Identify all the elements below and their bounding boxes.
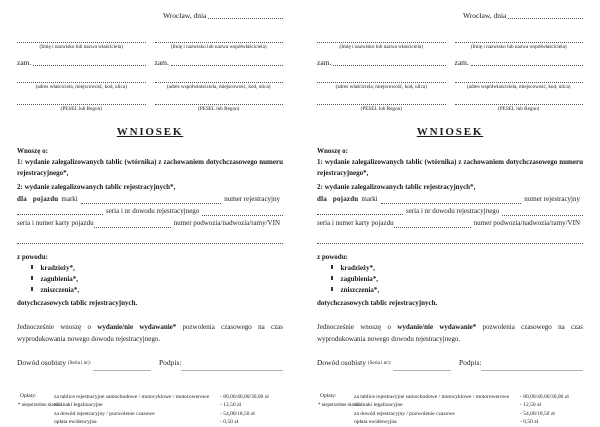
coowner-pesel-blank-line (155, 98, 284, 105)
date-blank-line (208, 11, 283, 19)
doc-series-blank-line (502, 205, 583, 216)
signature-section (17, 358, 283, 368)
id-series-caption: (Seria i nr): (67, 360, 92, 366)
fee-value: - 80,00/40,00/30,00 zł (220, 393, 269, 400)
reason-item-destruction (31, 286, 283, 294)
owner-zam-label: zam. (317, 58, 332, 68)
brand-blank-line (381, 193, 521, 204)
owner-pesel-blank-line (317, 98, 446, 105)
fee-label: opłata ewidencyjna (54, 419, 97, 426)
reason-item-destruction (331, 286, 583, 294)
reason-heading: z powodu: (317, 253, 348, 262)
for-vehicle-label: dla pojazdu (317, 195, 359, 204)
temp-permit-pre: Jednocześnie wnoszę o (317, 323, 398, 332)
city-date-line (163, 11, 283, 20)
bullet-icon (31, 276, 33, 280)
temp-permit-choice: wydanie/nie wydawanie* (97, 323, 177, 332)
owner-residence-blank-line (333, 58, 445, 66)
brand-blank-line (81, 193, 221, 204)
coowner-residence-blank-line (471, 58, 583, 66)
signature-blank-line (481, 370, 583, 371)
temp-permit-post: pozwolenia czasowego na czas wyprodukowania nowego dowodu rejestracyjnego. (317, 323, 584, 343)
reason-item-label: kradzieży*, (40, 263, 75, 272)
reason-item-label: zagubienia*, (40, 274, 79, 283)
brand-label: marki (361, 195, 378, 204)
reason-item-label: kradzieży*, (340, 263, 375, 272)
owner-address-blank-line (17, 76, 146, 83)
vin-label: numer podwozia/nadwozia/ramy/VIN (173, 219, 280, 228)
reason-item-theft (331, 264, 583, 272)
coowner-residence-line (155, 58, 284, 67)
request-intro: Wnoszę o: (17, 146, 48, 155)
reason-item-label: zniszczenia*, (40, 285, 80, 294)
fees-table (54, 393, 283, 427)
id-document-label: Dowód osobisty (317, 358, 366, 368)
coowner-name-blank-line (455, 36, 584, 43)
fee-value: - 0,50 zł (520, 419, 539, 426)
fee-value: - 80,00/40,00/30,00 zł (520, 393, 569, 400)
owner-pesel-caption: (PESEL lub Regon) (360, 105, 402, 112)
bullet-icon (331, 265, 333, 269)
fee-label: za znaki legalizacyjne (54, 402, 103, 409)
owner-address-caption: (adres właściciela, miejscowość, kod, ulica) (335, 83, 427, 90)
reason-heading: z powodu: (17, 253, 48, 262)
doc-series-label: seria i nr dowodu rejestracyjnego (106, 207, 200, 216)
applicant-columns (317, 36, 583, 113)
request-intro: Wnoszę o: (317, 146, 348, 155)
vehicle-section (317, 193, 583, 244)
fee-value: - 12,50 zł (520, 402, 541, 409)
reason-item-theft (31, 264, 283, 272)
fee-label: za znaki legalizacyjne (354, 402, 403, 409)
temp-permit-paragraph (17, 322, 283, 345)
for-vehicle-label: dla pojazdu (17, 195, 59, 204)
owner-name-blank-line (317, 36, 446, 43)
city-date-label: Wrocław, dnia (463, 11, 507, 20)
owner-address-caption: (adres właściciela, miejscowość, kod, ulica) (35, 83, 127, 90)
reason-item-loss (331, 275, 583, 283)
coowner-address-blank-line (455, 76, 584, 83)
signature-blank-line (181, 370, 283, 371)
bullet-icon (331, 276, 333, 280)
vehicle-card-line (317, 217, 583, 229)
vehicle-section (17, 193, 283, 244)
coowner-residence-line (455, 58, 584, 67)
fee-value: - 12,50 zł (220, 402, 241, 409)
reason-footer: dotychczasowych tablic rejestracyjnych. (17, 299, 138, 308)
temp-permit-pre: Jednocześnie wnoszę o (17, 323, 98, 332)
temp-permit-paragraph (317, 322, 583, 345)
vehicle-card-line (17, 217, 283, 229)
coowner-zam-label: zam. (154, 58, 169, 68)
owner-zam-label: zam. (17, 58, 32, 68)
coowner-name-blank-line (155, 36, 284, 43)
footnote: * niepotrzebne skreślić (18, 403, 63, 408)
reason-item-label: zagubienia*, (340, 274, 379, 283)
fee-label: za dowód rejestracyjny / pozwolenie czasowe (54, 410, 155, 417)
request-item-1: 1: wydanie zalegalizowanych tablic (wtórnika) z zachowaniem dotychczasowego numeru rejestracyjnego*, (317, 157, 583, 178)
registration-doc-line (317, 205, 583, 217)
vehicle-brand-line (17, 193, 283, 205)
coowner-address-caption: (adres współwłaściciela, miejscowość, kod, ulica) (466, 83, 571, 90)
footnote: * niepotrzebne skreślić (318, 403, 363, 408)
coowner-address-blank-line (155, 76, 284, 83)
signature-label: Podpis: (458, 358, 482, 368)
owner-residence-line (317, 58, 446, 67)
id-document-field (17, 358, 159, 368)
request-item-2: 2: wydanie zalegalizowanych tablic rejestracyjnych*, (317, 182, 476, 191)
owner-name-blank-line (17, 36, 146, 43)
coowner-residence-blank-line (171, 58, 283, 66)
bullet-icon (31, 287, 33, 291)
coowner-column (155, 36, 284, 113)
fees-table (354, 393, 583, 427)
fee-label: za dowód rejestracyjny / pozwolenie czasowe (354, 410, 455, 417)
vin-label: numer podwozia/nadwozia/ramy/VIN (473, 219, 580, 228)
wniosek-form-copy-1 (0, 0, 300, 424)
card-series-blank-line (394, 217, 471, 228)
date-blank-line (508, 11, 583, 19)
id-document-blank-line (93, 370, 151, 371)
doc-series-label: seria i nr dowodu rejestracyjnego (406, 207, 500, 216)
fees-section (317, 393, 583, 427)
temp-permit-post: pozwolenia czasowego na czas wyprodukowania nowego dowodu rejestracyjnego. (17, 323, 284, 343)
fee-value: - 54,00/18,50 zł (520, 410, 555, 417)
signature-field (159, 358, 283, 368)
request-item-1: 1: wydanie zalegalizowanych tablic (wtórnika) z zachowaniem dotychczasowego numeru rejestracyjnego*, (17, 157, 283, 178)
owner-residence-line (17, 58, 146, 67)
reason-item-label: zniszczenia*, (340, 285, 380, 294)
reg-number-blank-line (17, 214, 103, 215)
coowner-pesel-caption: (PESEL lub Regon) (198, 105, 240, 112)
card-series-label: seria i numer karty pojazdu (17, 219, 94, 228)
id-series-caption: (Seria i nr): (367, 360, 392, 366)
reason-footer: dotychczasowych tablic rejestracyjnych. (317, 299, 438, 308)
city-date-line (463, 11, 583, 20)
owner-address-blank-line (317, 76, 446, 83)
city-date-label: Wrocław, dnia (163, 11, 207, 20)
coowner-pesel-caption: (PESEL lub Regon) (498, 105, 540, 112)
reason-item-loss (31, 275, 283, 283)
coowner-zam-label: zam. (454, 58, 469, 68)
card-series-label: seria i numer karty pojazdu (317, 219, 394, 228)
coowner-pesel-blank-line (455, 98, 584, 105)
form-title: WNIOSEK (116, 125, 184, 138)
wniosek-form-copy-2 (300, 0, 600, 424)
id-document-field (317, 358, 459, 368)
form-title: WNIOSEK (416, 125, 484, 138)
temp-permit-choice: wydanie/nie wydawanie* (397, 323, 477, 332)
id-document-label: Dowód osobisty (17, 358, 66, 368)
applicant-columns (17, 36, 283, 113)
owner-column (317, 36, 446, 113)
owner-pesel-blank-line (17, 98, 146, 105)
reg-number-label: numer rejestracyjny (224, 195, 280, 204)
signature-field (459, 358, 583, 368)
fees-section (17, 393, 283, 427)
vin-blank-line (317, 238, 583, 244)
owner-pesel-caption: (PESEL lub Regon) (60, 105, 102, 112)
vehicle-brand-line (317, 193, 583, 205)
registration-doc-line (17, 205, 283, 217)
fees-heading: Opłaty: (20, 392, 37, 399)
fees-heading: Opłaty: (320, 392, 337, 399)
reg-number-label: numer rejestracyjny (524, 195, 580, 204)
coowner-address-caption: (adres współwłaściciela, miejscowość, kod, ulica) (166, 83, 271, 90)
reg-number-blank-line (317, 214, 403, 215)
coowner-name-caption: (Imię i nazwisko lub nazwa współwłaściciela) (170, 43, 267, 50)
bullet-icon (31, 265, 33, 269)
coowner-column (455, 36, 584, 113)
fee-label: opłata ewidencyjna (354, 419, 397, 426)
signature-label: Podpis: (158, 358, 182, 368)
id-document-blank-line (393, 370, 451, 371)
signature-section (317, 358, 583, 368)
fee-value: - 0,50 zł (220, 419, 239, 426)
owner-name-caption: (Imię i nazwisko lub nazwa właściciela) (339, 43, 423, 50)
owner-column (17, 36, 146, 113)
vin-blank-line (17, 238, 283, 244)
card-series-blank-line (94, 217, 171, 228)
owner-name-caption: (Imię i nazwisko lub nazwa właściciela) (39, 43, 123, 50)
request-item-2: 2: wydanie zalegalizowanych tablic rejestracyjnych*, (17, 182, 176, 191)
bullet-icon (331, 287, 333, 291)
fee-label: za tablice rejestracyjne samochodowe / motocyklowe / motorowerowe (354, 393, 510, 400)
fee-label: za tablice rejestracyjne samochodowe / motocyklowe / motorowerowe (54, 393, 210, 400)
coowner-name-caption: (Imię i nazwisko lub nazwa współwłaściciela) (470, 43, 567, 50)
fee-value: - 54,00/18,50 zł (220, 410, 255, 417)
brand-label: marki (61, 195, 78, 204)
owner-residence-blank-line (33, 58, 145, 66)
doc-series-blank-line (202, 205, 283, 216)
